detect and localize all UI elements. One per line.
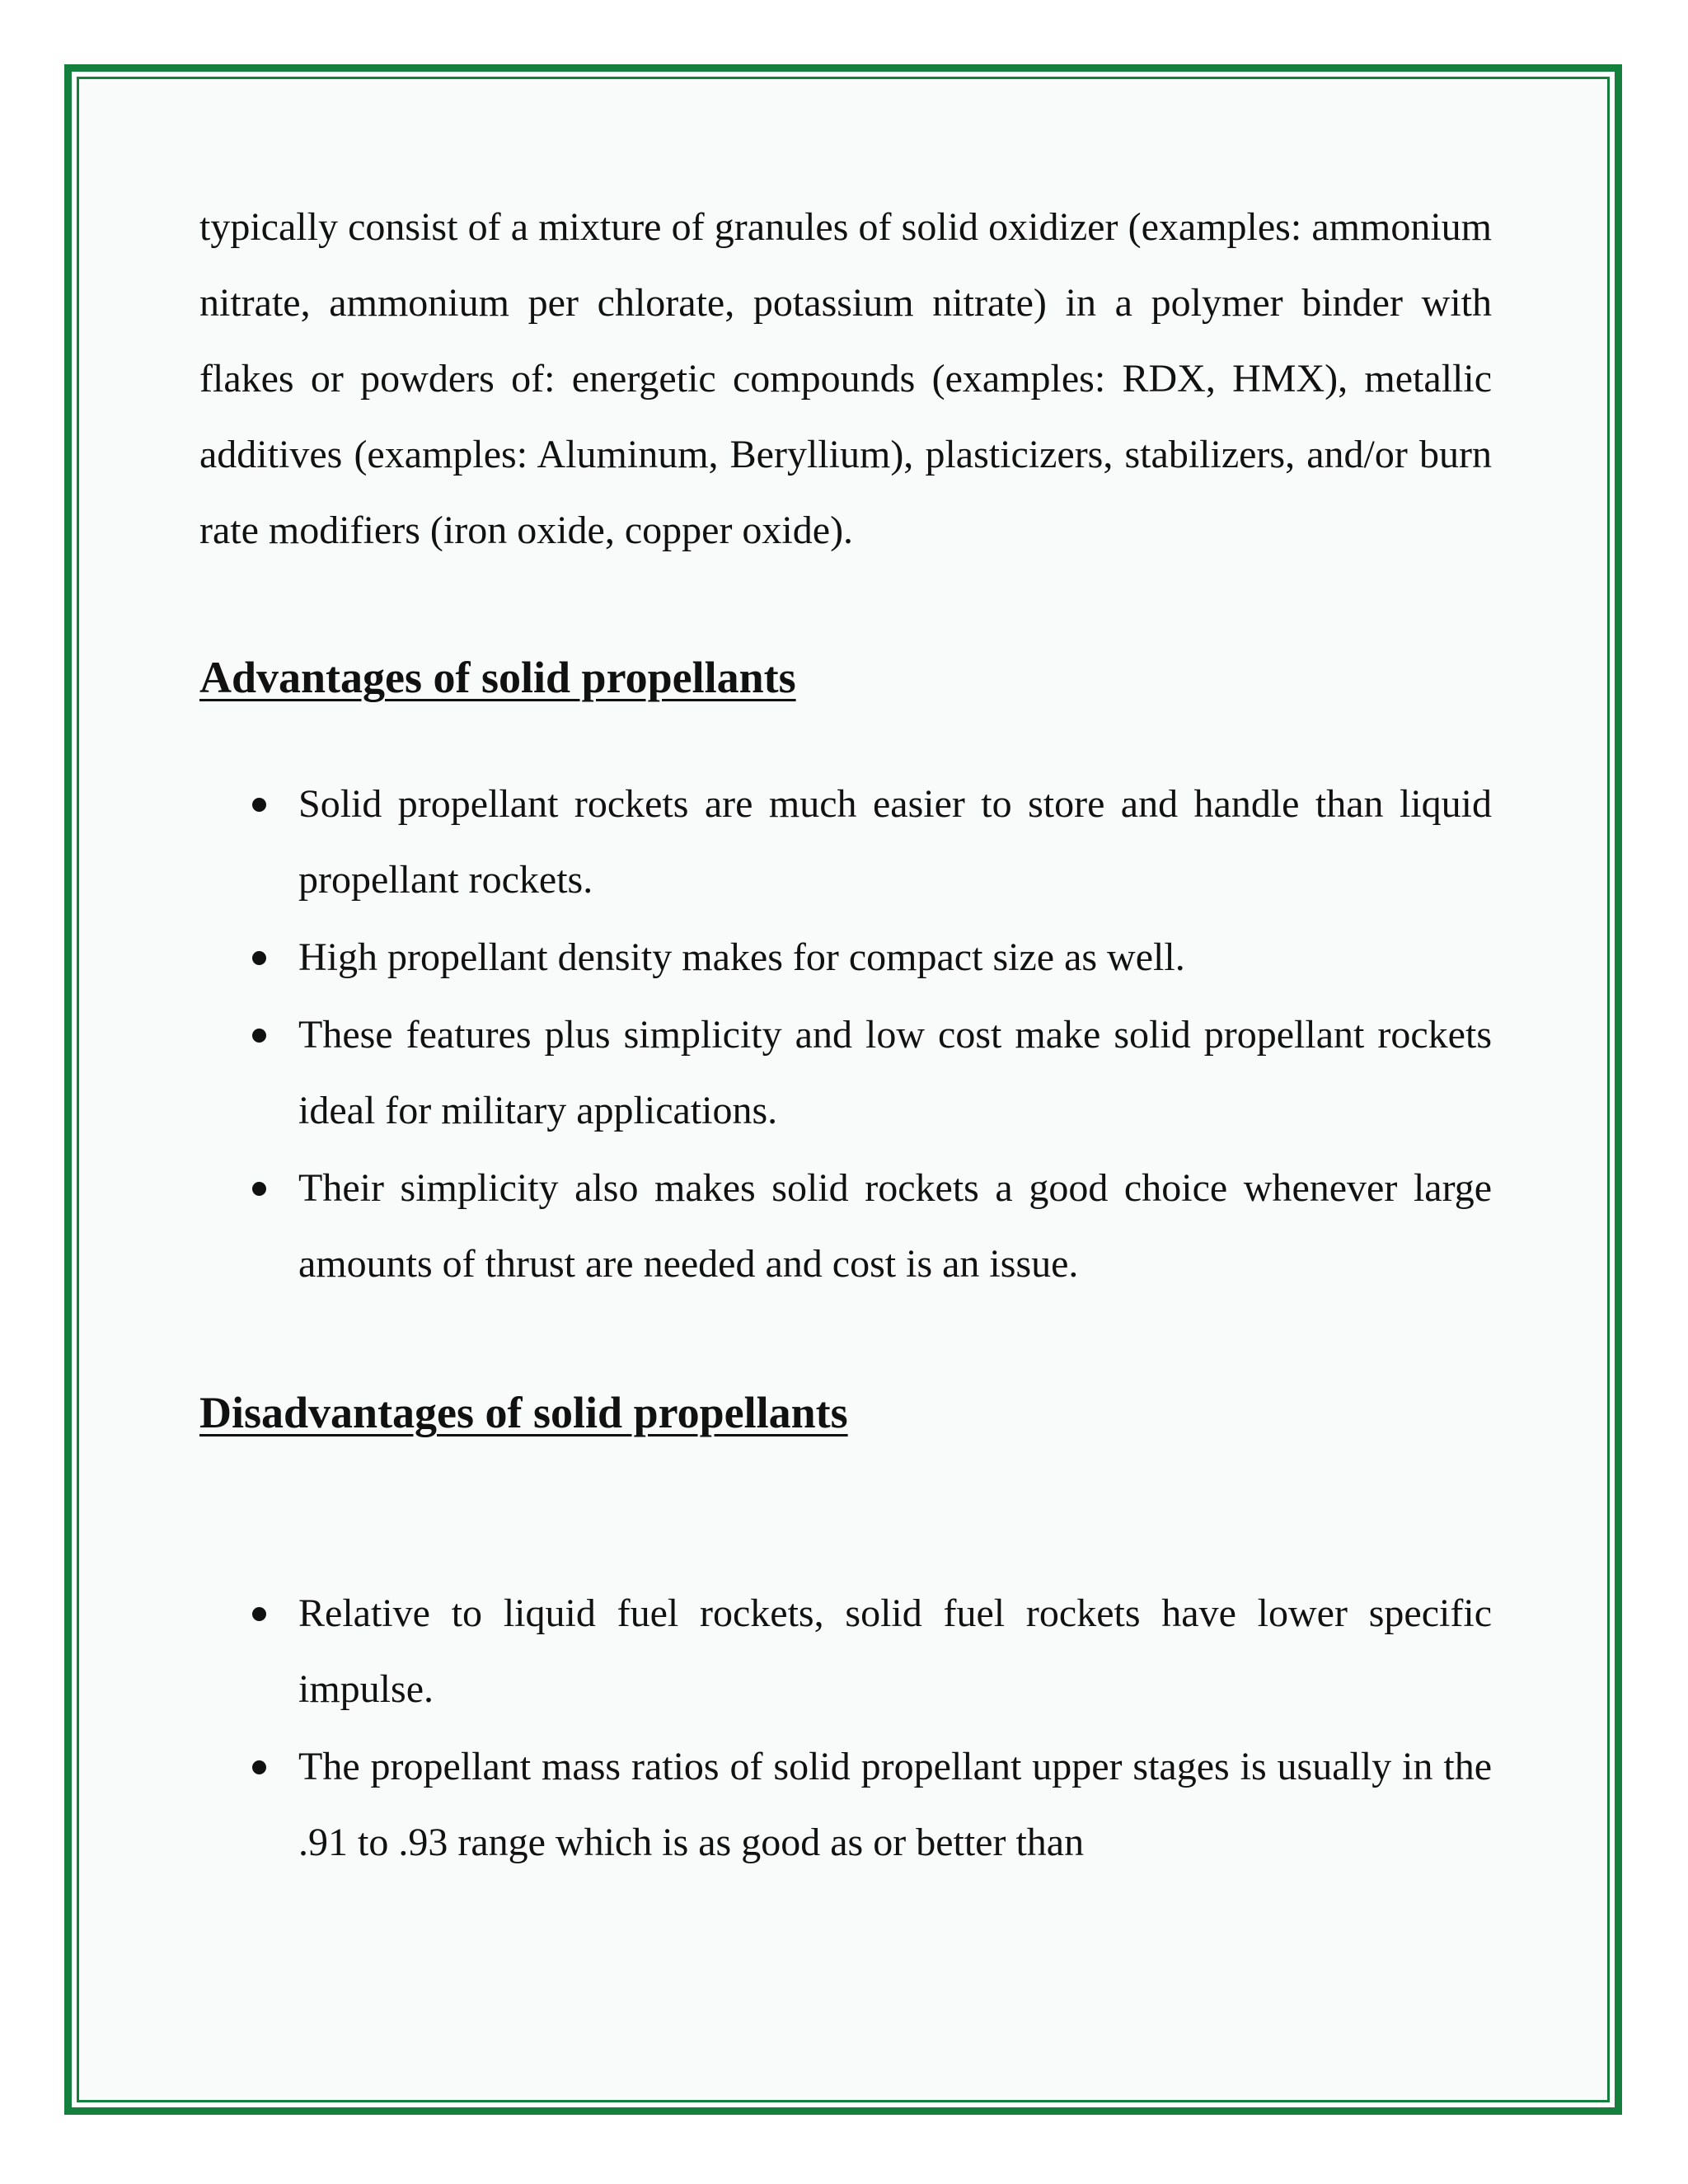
list-item (199, 766, 1492, 918)
list-item (199, 920, 1492, 996)
document-content (199, 190, 1492, 1882)
bullet-icon (252, 1182, 266, 1196)
intro-paragraph: typically consist of a mixture of granules of solid oxidizer (examples: ammonium nitrate, ammonium per chlorate, potassium nitrate) in a polymer binder with flakes or powders of: energetic compounds (examples: RDX, HMX), metallic additives (examples: Aluminum, Beryllium), plasticizers, stabilizers, and/or burn rate modifiers (iron oxide, copper oxide). (199, 205, 1492, 552)
disadvantages-list (199, 1576, 1492, 1881)
list-item-text: These features plus simplicity and low cost make solid propellant rockets ideal for military applications. (298, 1013, 1492, 1132)
list-item-text: The propellant mass ratios of solid propellant upper stages is usually in the .91 to .93 range which is as good as or better than (298, 1745, 1492, 1864)
list-item (199, 997, 1492, 1149)
list-item-text: Solid propellant rockets are much easier to store and handle than liquid propellant rockets. (298, 782, 1492, 902)
list-item (199, 1576, 1492, 1727)
list-item (199, 1151, 1492, 1302)
bullet-icon (252, 1760, 266, 1774)
advantages-list (199, 766, 1492, 1302)
list-item-text: Relative to liquid fuel rockets, solid fuel rockets have lower specific impulse. (298, 1591, 1492, 1711)
advantages-heading: Advantages of solid propellants (199, 653, 796, 702)
disadvantages-heading: Disadvantages of solid propellants (199, 1388, 848, 1437)
bullet-icon (252, 798, 266, 812)
bullet-icon (252, 1029, 266, 1043)
bullet-icon (252, 1607, 266, 1621)
list-item (199, 1729, 1492, 1881)
list-item-text: Their simplicity also makes solid rockets a good choice whenever large amounts of thrust are needed and cost is an issue. (298, 1166, 1492, 1286)
list-item-text: High propellant density makes for compact size as well. (298, 935, 1185, 979)
bullet-icon (252, 951, 266, 965)
